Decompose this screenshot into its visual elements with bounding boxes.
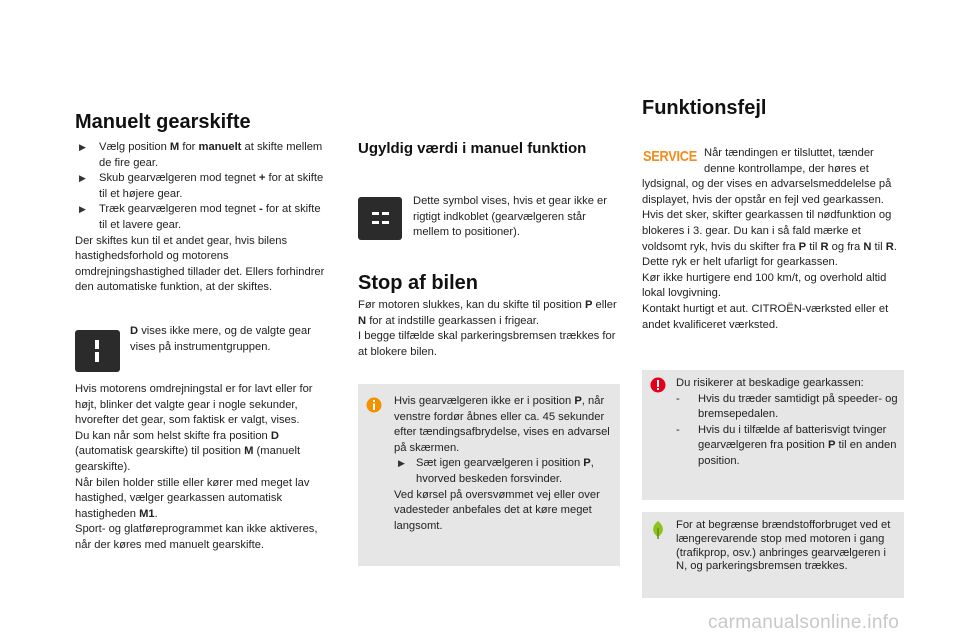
invalid-gear-icon: [358, 197, 402, 240]
info-icon: [366, 397, 382, 413]
paragraph: I begge tilfælde skal parkeringsbremsen trækkes for at blokere bilen.: [358, 330, 616, 358]
warning-icon: [650, 377, 666, 393]
bullet-item: ▶ Skub gearvælgeren mod tegnet + for at skifte til et højere gear.: [79, 172, 324, 200]
paragraph: Ved kørsel på oversvømmet vej eller over vadesteder anbefales det at køre meget langsomt.: [394, 488, 600, 532]
paragraph: Kontakt hurtigt et aut. CITROËN-værksted eller et andet kvalificeret værksted.: [642, 302, 889, 331]
bullet-item: ▶ Vælg position M for manuelt at skifte mellem de fire gear.: [79, 141, 323, 169]
paragraph: Du kan når som helst skifte fra position D (automatisk gearskifte) til position M (manuelt gearskifte).: [75, 429, 301, 473]
warning-box: [642, 370, 904, 500]
section-title-stop: Stop af bilen: [358, 272, 478, 294]
dash-item: - Hvis du i tilfælde af batterisvigt tvinger gearvælgeren fra position P til en anden position.: [676, 423, 897, 467]
info-text: [394, 394, 612, 534]
paragraph: Der skiftes kun til et andet gear, hvis bilens hastighedsforhold og motorens omdrejningshastighed tillader det. Ellers forhindrer den automatiske funktion, at der skiftes.: [75, 234, 325, 294]
paragraph: Når bilen holder stille eller kører med meget lav hastighed, vælger gearkassen automatisk hastigheden M1.: [75, 476, 310, 520]
bullet-item: ▶ Træk gearvælgeren mod tegnet - for at skifte til et lavere gear.: [79, 203, 321, 231]
invalid-gear-text: Dette symbol vises, hvis et gear ikke er rigtigt indkoblet (gearvælgeren står mellem to positioner).: [413, 195, 607, 239]
gear-display-icon: [75, 330, 120, 372]
eco-text: For at begrænse brændstofforbruget ved et længerevarende stop med motoren i gang (trafikprop, osv.) anbringes gearvælgeren i N, og parkeringsbremsen trækkes.: [676, 519, 891, 573]
bullet-item: ▶ Sæt igen gearvælgeren i position P, hvorved beskeden forsvinder.: [398, 457, 594, 485]
paragraph: Før motoren slukkes, kan du skifte til position P eller N for at indstille gearkassen i frigear.: [358, 299, 617, 327]
stop-text: [358, 298, 620, 360]
section-title-funktionsfejl: Funktionsfejl: [642, 97, 767, 119]
section-title-manuelt: Manuelt gearskifte: [75, 111, 251, 133]
section-title-ugyldig: Ugyldig værdi i manuel funktion: [358, 140, 587, 157]
paragraph: Hvis gearvælgeren ikke er i position P, når venstre fordør åbnes eller ca. 45 sekunder efter tændingsafbrydelse, vises en advarsel på skærmen.: [394, 395, 610, 454]
paragraph: Kør ikke hurtigere end 100 km/t, og overhold altid lokal lovgivning.: [642, 271, 887, 300]
leaf-icon: [650, 520, 666, 540]
service-warning-icon: SERVICE: [643, 148, 697, 165]
manual-bullets: [75, 140, 331, 296]
gear-icon-note: D vises ikke mere, og de valgte gear vises på instrumentgruppen.: [130, 325, 311, 353]
paragraph: Sport- og glatføreprogrammet kan ikke aktiveres, når der køres med manuelt gearskifte.: [75, 523, 318, 551]
watermark: carmanualsonline.info: [708, 612, 900, 633]
paragraph: Hvis motorens omdrejningstal er for lavt eller for højt, blinker det valgte gear i nogle sekunder, hvorefter det gear, som faktisk er valgt, vises.: [75, 383, 313, 427]
manual-paragraphs: [75, 382, 335, 554]
info-box: [358, 384, 620, 566]
malfunction-text: [642, 146, 904, 333]
paragraph: Du risikerer at beskadige gearkassen:: [676, 377, 864, 389]
dash-item: - Hvis du træder samtidigt på speeder- og bremsepedalen.: [676, 392, 898, 421]
eco-box: [642, 512, 904, 598]
warning-text: [676, 376, 898, 470]
paragraph: Når tændingen er tilsluttet, tænder denne kontrollampe, der høres et lydsignal, og der vises en advarselsmeddelelse på displayet, hvis der opstår en fejl ved gearkassen.: [642, 147, 892, 206]
paragraph: Hvis det sker, skifter gearkassen til nødfunktion og blokeres i 3. gear. Du kan i så fald mærke et voldsomt ryk, hvis du skifter fra P til R og fra N til R. Dette ryk er helt ufarligt for gearkassen.: [642, 209, 897, 269]
